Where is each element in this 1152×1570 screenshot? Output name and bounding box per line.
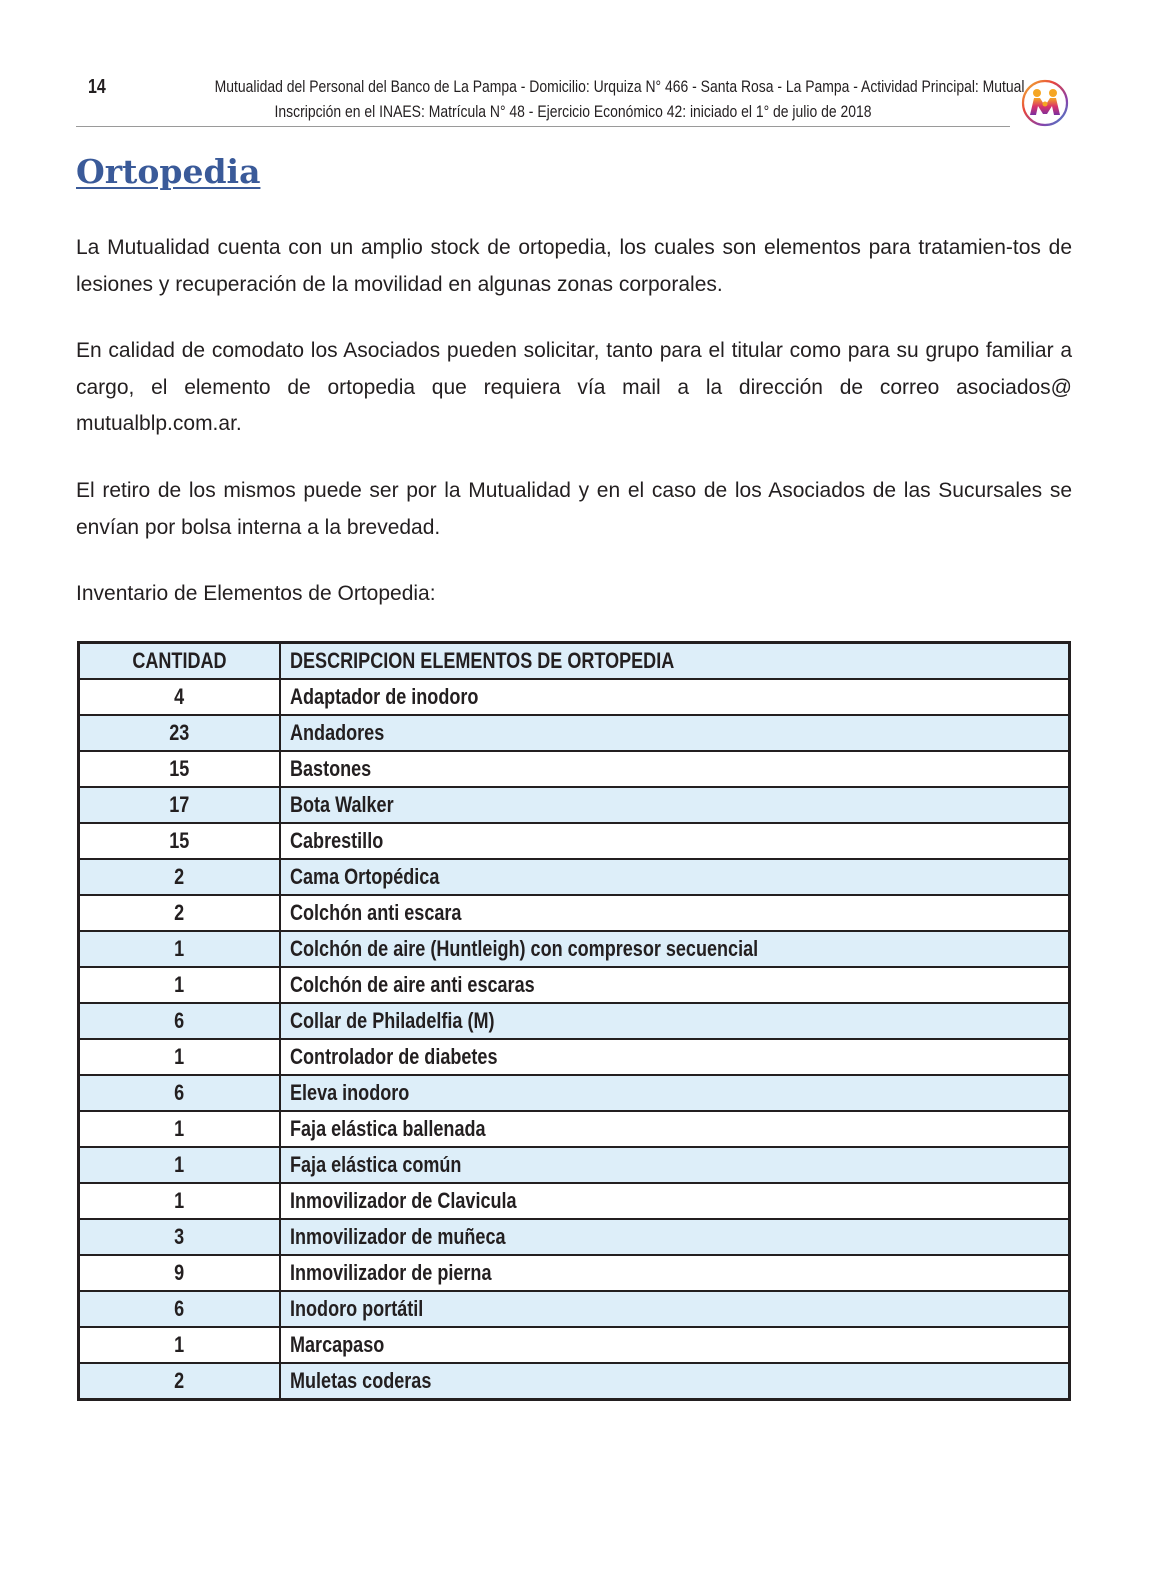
table-row: [79, 1075, 1070, 1111]
table-row: [79, 1219, 1070, 1255]
description-cell: Inodoro portátil: [280, 1291, 1070, 1327]
table-row: [79, 859, 1070, 895]
description-cell: Cama Ortopédica: [280, 859, 1070, 895]
quantity-cell: 6: [79, 1291, 281, 1327]
quantity-cell: 23: [79, 715, 281, 751]
table-row: [79, 967, 1070, 1003]
description-cell: Colchón de aire (Huntleigh) con compresor secuencial: [280, 931, 1070, 967]
column-header-quantity: CANTIDAD: [79, 643, 281, 680]
quantity-cell: 1: [79, 1183, 281, 1219]
description-cell: Inmovilizador de pierna: [280, 1255, 1070, 1291]
quantity-cell: 6: [79, 1003, 281, 1039]
quantity-cell: 1: [79, 931, 281, 967]
quantity-cell: 1: [79, 1111, 281, 1147]
quantity-cell: 1: [79, 1327, 281, 1363]
table-row: [79, 715, 1070, 751]
description-cell: Collar de Philadelfia (M): [280, 1003, 1070, 1039]
quantity-cell: 3: [79, 1219, 281, 1255]
table-row: [79, 823, 1070, 859]
quantity-cell: 1: [79, 967, 281, 1003]
table-row: [79, 1183, 1070, 1219]
description-cell: Eleva inodoro: [280, 1075, 1070, 1111]
quantity-cell: 17: [79, 787, 281, 823]
quantity-cell: 15: [79, 751, 281, 787]
header-line-1: Mutualidad del Personal del Banco de La Pampa - Domicilio: Urquiza N° 466 - Santa Rosa - La Pampa - Actividad Principal: Mutual: [214, 77, 1025, 96]
table-row: [79, 1003, 1070, 1039]
table-row: [79, 787, 1070, 823]
table-row: [79, 1255, 1070, 1291]
description-cell: Andadores: [280, 715, 1070, 751]
quantity-cell: 2: [79, 1363, 281, 1400]
table-row: [79, 931, 1070, 967]
header-line-2: Inscripción en el INAES: Matrícula N° 48 - Ejercicio Económico 42: iniciado el 1° de julio de 2018: [274, 102, 872, 121]
page-title: Ortopedia: [76, 152, 261, 191]
paragraph-request: En calidad de comodato los Asociados pueden solicitar, tanto para el titular como para su grupo familiar a cargo, el elemento de ortopedia que requiera vía mail a la dirección de correo asociados@ mutualblp.com.ar.: [76, 339, 1072, 435]
description-cell: Muletas coderas: [280, 1363, 1070, 1400]
description-cell: Marcapaso: [280, 1327, 1070, 1363]
quantity-cell: 1: [79, 1147, 281, 1183]
table-row: [79, 751, 1070, 787]
description-cell: Adaptador de inodoro: [280, 679, 1070, 715]
description-cell: Inmovilizador de muñeca: [280, 1219, 1070, 1255]
table-row: [79, 1363, 1070, 1400]
page-number: 14: [88, 76, 106, 98]
description-cell: Faja elástica ballenada: [280, 1111, 1070, 1147]
table-row: [79, 1327, 1070, 1363]
paragraph-intro: La Mutualidad cuenta con un amplio stock de ortopedia, los cuales son elementos para tratamien-tos de lesiones y recuperación de la movilidad en algunas zonas corporales.: [76, 236, 1072, 296]
table-row: [79, 1039, 1070, 1075]
inventory-label: Inventario de Elementos de Ortopedia:: [76, 582, 436, 605]
description-cell: Colchón de aire anti escaras: [280, 967, 1070, 1003]
description-cell: Colchón anti escara: [280, 895, 1070, 931]
page-header: [76, 70, 1025, 127]
description-cell: Bastones: [280, 751, 1070, 787]
inventory-table: [77, 641, 1071, 1401]
mutual-logo-icon: [1020, 78, 1070, 128]
table-row: [79, 679, 1070, 715]
description-cell: Faja elástica común: [280, 1147, 1070, 1183]
table-header-row: [79, 643, 1070, 680]
header-text: [214, 74, 1025, 124]
table-row: [79, 1147, 1070, 1183]
quantity-cell: 6: [79, 1075, 281, 1111]
table-row: [79, 1291, 1070, 1327]
quantity-cell: 1: [79, 1039, 281, 1075]
description-cell: Bota Walker: [280, 787, 1070, 823]
table-row: [79, 895, 1070, 931]
table-body: [79, 679, 1070, 1400]
column-header-description: DESCRIPCION ELEMENTOS DE ORTOPEDIA: [280, 643, 1070, 680]
table-row: [79, 1111, 1070, 1147]
paragraph-pickup: El retiro de los mismos puede ser por la Mutualidad y en el caso de los Asociados de las Sucursales se envían por bolsa interna a la brevedad.: [76, 479, 1072, 539]
quantity-cell: 2: [79, 895, 281, 931]
quantity-cell: 2: [79, 859, 281, 895]
quantity-cell: 4: [79, 679, 281, 715]
quantity-cell: 15: [79, 823, 281, 859]
description-cell: Inmovilizador de Clavicula: [280, 1183, 1070, 1219]
description-cell: Controlador de diabetes: [280, 1039, 1070, 1075]
quantity-cell: 9: [79, 1255, 281, 1291]
description-cell: Cabrestillo: [280, 823, 1070, 859]
